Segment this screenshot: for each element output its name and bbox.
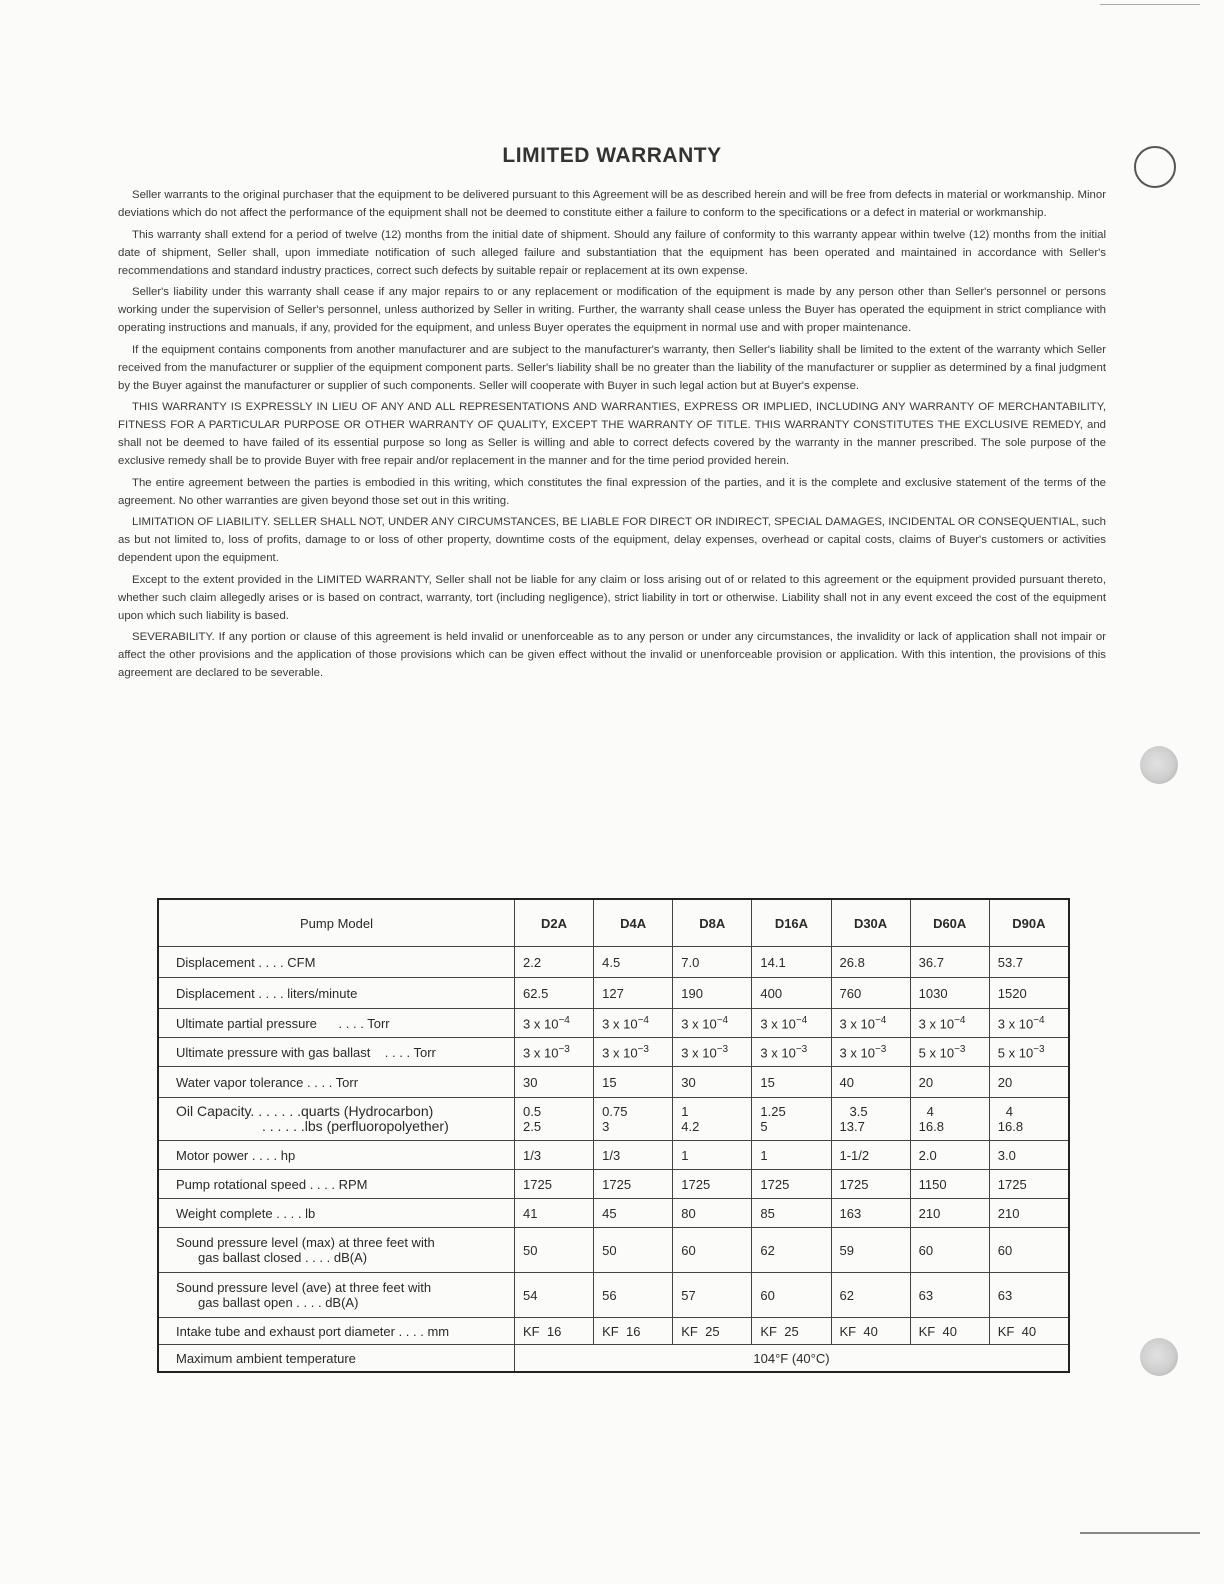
table-cell: 62 [831, 1273, 910, 1318]
table-cell: 3 x $10^{-4}$ [989, 1009, 1069, 1038]
table-cell: 3 x $10^{-4}$ [515, 1009, 594, 1038]
table-cell: 59 [831, 1228, 910, 1273]
table-cell: 3 x $10^{-4}$ [594, 1009, 673, 1038]
table-cell: KF 40 [910, 1318, 989, 1345]
row-label: Motor power . . . . hp [158, 1141, 515, 1170]
table-cell: 5 x $10^{-3}$ [989, 1038, 1069, 1067]
row-label: Displacement . . . . CFM [158, 947, 515, 978]
table-cell: 3 x $10^{-3}$ [673, 1038, 752, 1067]
table-cell: 15 [594, 1067, 673, 1098]
header-pump-model: Pump Model [158, 899, 515, 947]
table-cell: 57 [673, 1273, 752, 1318]
table-cell: 1/3 [594, 1141, 673, 1170]
table-row-ambient-temperature [158, 1345, 1069, 1373]
table-row-motor-power [158, 1141, 1069, 1170]
table-cell: 54 [515, 1273, 594, 1318]
table-cell: 1.25 5 [752, 1098, 831, 1141]
table-cell: 3 x $10^{-4}$ [910, 1009, 989, 1038]
table-cell: 63 [910, 1273, 989, 1318]
table-cell: 62.5 [515, 978, 594, 1009]
table-cell: 50 [515, 1228, 594, 1273]
table-row-ultimate-pressure-gas-ballast [158, 1038, 1069, 1067]
table-cell: 1030 [910, 978, 989, 1009]
table-cell: 210 [989, 1199, 1069, 1228]
row-label: Ultimate partial pressure . . . . Torr [158, 1009, 515, 1038]
warranty-body [118, 186, 1106, 686]
binder-hole-bottom [1140, 1338, 1178, 1376]
table-cell: 20 [989, 1067, 1069, 1098]
table-row-weight [158, 1199, 1069, 1228]
table-cell: 1725 [989, 1170, 1069, 1199]
paragraph-exclusive-warranty: THIS WARRANTY IS EXPRESSLY IN LIEU OF ANY AND ALL REPRESENTATIONS AND WARRANTIES, EXPRESS OR IMPLIED, INCLUDING ANY WARRANTY OF MERCHANTABILITY, FITNESS FOR A PARTICULAR PURPOSE OR OTHER WARRANTY OF QUALITY, EXCEPT THE WARRANTY OF TITLE. THIS WARRANTY CONSTITUTES THE EXCLUSIVE REMEDY, and shall not be deemed to have failed of its essential purpose so long as Seller is willing and able to correct defects covered by the warranty in the manner prescribed. The sole purpose of the exclusive remedy shall be to provide Buyer with free repair and/or replacement in the manner and for the time period provided herein. [118, 401, 1106, 467]
header-model: D90A [989, 899, 1069, 947]
table-cell: 1 [752, 1141, 831, 1170]
row-label: Sound pressure level (ave) at three feet with gas ballast open . . . . dB(A) [158, 1273, 515, 1318]
table-cell: 4 16.8 [989, 1098, 1069, 1141]
table-cell: 3 x $10^{-3}$ [515, 1038, 594, 1067]
paragraph-limitation-of-liability: LIMITATION OF LIABILITY. SELLER SHALL NOT, UNDER ANY CIRCUMSTANCES, BE LIABLE FOR DIRECT OR INDIRECT, SPECIAL DAMAGES, INCIDENTAL OR CONSEQUENTIAL, such as but not limited to, loss of profits, damage to or loss of other property, downtime costs of the equipment, delay expenses, overhead or capital costs, claims of Buyer's customers or activities dependent upon the equipment. [118, 516, 1106, 564]
row-label: Maximum ambient temperature [158, 1345, 515, 1373]
table-cell: 41 [515, 1199, 594, 1228]
table-cell: 1725 [515, 1170, 594, 1199]
paragraph-seller-warrants: Seller warrants to the original purchaser that the equipment to be delivered pursuant to this Agreement will be as described herein and will be free from defects in material or workmanship. Minor deviations which do not affect the performance of the equipment shall not be deemed to constitute either a failure to conform to the specifications or a defect in material or workmanship. [118, 189, 1106, 219]
table-cell: 400 [752, 978, 831, 1009]
row-label: Water vapor tolerance . . . . Torr [158, 1067, 515, 1098]
table-cell: 60 [752, 1273, 831, 1318]
table-cell: 3 x $10^{-4}$ [831, 1009, 910, 1038]
header-model: D30A [831, 899, 910, 947]
table-cell: 85 [752, 1199, 831, 1228]
table-cell: 3 x $10^{-4}$ [673, 1009, 752, 1038]
table-cell: 190 [673, 978, 752, 1009]
table-row-rotational-speed [158, 1170, 1069, 1199]
table-cell: 1725 [594, 1170, 673, 1199]
paragraph-severability: SEVERABILITY. If any portion or clause of this agreement is held invalid or unenforceable as to any person or under any circumstances, the invalidity or lack of application shall not impair or affect the other provisions and the application of those provisions which can be given effect without the invalid or unenforceable provision or application. With this intention, the provisions of this agreement are declared to be severable. [118, 631, 1106, 679]
table-cell: 63 [989, 1273, 1069, 1318]
table-cell: 36.7 [910, 947, 989, 978]
table-cell: 1725 [831, 1170, 910, 1199]
table-cell: 163 [831, 1199, 910, 1228]
scan-edge-mark-bottom [1080, 1532, 1200, 1534]
table-cell: 62 [752, 1228, 831, 1273]
table-cell: 56 [594, 1273, 673, 1318]
table-cell: 1725 [752, 1170, 831, 1199]
table-cell: 1 4.2 [673, 1098, 752, 1141]
paragraph-components: If the equipment contains components from another manufacturer and are subject to the manufacturer's warranty, then Seller's liability shall be limited to the extent of the warranty which Seller received from the manufacturer or supplier of the equipment component parts. Seller's liability shall be no greater than the liability of the manufacturer or supplier as determined by a final judgment by the Buyer against the manufacturer or supplier of such components. Seller will cooperate with Buyer in such legal action but at Buyer's expense. [118, 343, 1106, 392]
paragraph-liability-cease: Seller's liability under this warranty shall cease if any major repairs to or any replacement or modification of the equipment is made by any person other than Seller's personnel or persons working under the supervision of Seller's personnel, unless authorized by Seller in writing. Further, the warranty shall cease unless the Buyer has operated the equipment in strict compliance with operating instructions and manuals, if any, provided for the equipment, and unless Buyer operates the equipment in normal use and with proper maintenance. [118, 286, 1106, 334]
header-model: D8A [673, 899, 752, 947]
table-cell: 60 [673, 1228, 752, 1273]
table-cell: 0.75 3 [594, 1098, 673, 1141]
table-row-water-vapor-tolerance [158, 1067, 1069, 1098]
table-cell: 127 [594, 978, 673, 1009]
table-cell: 3.5 13.7 [831, 1098, 910, 1141]
table-cell: 1725 [673, 1170, 752, 1199]
header-model: D4A [594, 899, 673, 947]
table-row-sound-pressure-open [158, 1273, 1069, 1318]
table-row-ultimate-partial-pressure [158, 1009, 1069, 1038]
row-label: Weight complete . . . . lb [158, 1199, 515, 1228]
table-cell: 7.0 [673, 947, 752, 978]
table-row-displacement-lpm [158, 978, 1069, 1009]
table-cell: 0.5 2.5 [515, 1098, 594, 1141]
table-cell: 15 [752, 1067, 831, 1098]
scan-edge-mark-top [1100, 4, 1200, 5]
paragraph-entire-agreement: The entire agreement between the parties is embodied in this writing, which constitutes the final expression of the parties, and it is the complete and exclusive statement of the terms of the agreement. No other warranties are given beyond those set out in this writing. [118, 476, 1106, 507]
header-model: D60A [910, 899, 989, 947]
table-cell: 20 [910, 1067, 989, 1098]
table-cell: 4 16.8 [910, 1098, 989, 1141]
row-label: Pump rotational speed . . . . RPM [158, 1170, 515, 1199]
table-cell: KF 25 [673, 1318, 752, 1345]
table-cell: 1/3 [515, 1141, 594, 1170]
table-header-row [158, 899, 1069, 947]
row-label: Sound pressure level (max) at three feet with gas ballast closed . . . . dB(A) [158, 1228, 515, 1273]
table-cell-ambient: 104°F (40°C) [515, 1345, 1070, 1373]
paragraph-warranty-period: This warranty shall extend for a period of twelve (12) months from the initial date of shipment. Should any failure of conformity to this warranty appear within twelve (12) months from the initial date of shipment, Seller shall, upon immediate notification of such alleged failure and substantiation that the equipment has been operated and maintained in accordance with Seller's recommendations and standard industry practices, correct such defects by suitable repair or replacement at its own expense. [118, 228, 1106, 277]
table-cell: 60 [989, 1228, 1069, 1273]
header-model: D16A [752, 899, 831, 947]
table-cell: 2.0 [910, 1141, 989, 1170]
header-model: D2A [515, 899, 594, 947]
row-label: Intake tube and exhaust port diameter . . . . mm [158, 1318, 515, 1345]
table-cell: 40 [831, 1067, 910, 1098]
table-cell: 5 x $10^{-3}$ [910, 1038, 989, 1067]
row-label: Oil Capacity. . . . . . .quarts (Hydrocarbon) . . . . . .lbs (perfluoropolyether) [158, 1098, 515, 1141]
binder-hole-middle [1140, 746, 1178, 784]
table-cell: KF 40 [831, 1318, 910, 1345]
page-title: LIMITED WARRANTY [502, 144, 722, 167]
table-cell: KF 40 [989, 1318, 1069, 1345]
table-cell: 30 [515, 1067, 594, 1098]
table-row-displacement-cfm [158, 947, 1069, 978]
table-cell: 3 x $10^{-3}$ [752, 1038, 831, 1067]
table-cell: 760 [831, 978, 910, 1009]
table-cell: 1 [673, 1141, 752, 1170]
table-row-oil-capacity [158, 1098, 1069, 1141]
table-row-port-diameter [158, 1318, 1069, 1345]
table-cell: 3 x $10^{-3}$ [831, 1038, 910, 1067]
table-cell: 210 [910, 1199, 989, 1228]
table-cell: 1-1/2 [831, 1141, 910, 1170]
table-cell: KF 16 [594, 1318, 673, 1345]
table-cell: KF 25 [752, 1318, 831, 1345]
table-cell: 4.5 [594, 947, 673, 978]
table-cell: 1150 [910, 1170, 989, 1199]
table-cell: 3 x $10^{-3}$ [594, 1038, 673, 1067]
table-row-sound-pressure-closed [158, 1228, 1069, 1273]
table-cell: 1520 [989, 978, 1069, 1009]
table-cell: 3.0 [989, 1141, 1069, 1170]
table-cell: 30 [673, 1067, 752, 1098]
table-cell: 80 [673, 1199, 752, 1228]
table-cell: 45 [594, 1199, 673, 1228]
table-cell: 2.2 [515, 947, 594, 978]
table-cell: 53.7 [989, 947, 1069, 978]
paragraph-liability-extent: Except to the extent provided in the LIMITED WARRANTY, Seller shall not be liable for any claim or loss arising out of or related to this agreement or the equipment provided pursuant thereto, whether such claim allegedly arises or is based on contract, warranty, tort (including negligence), strict liability in tort or otherwise. Liability shall not in any event exceed the cost of the equipment upon which such liability is based. [118, 573, 1106, 622]
pump-spec-table [157, 898, 1070, 1373]
table-cell: 26.8 [831, 947, 910, 978]
table-cell: 50 [594, 1228, 673, 1273]
table-cell: 3 x $10^{-4}$ [752, 1009, 831, 1038]
row-label: Ultimate pressure with gas ballast . . . . Torr [158, 1038, 515, 1067]
table-cell: 60 [910, 1228, 989, 1273]
table-cell: 14.1 [752, 947, 831, 978]
row-label: Displacement . . . . liters/minute [158, 978, 515, 1009]
table-cell: KF 16 [515, 1318, 594, 1345]
